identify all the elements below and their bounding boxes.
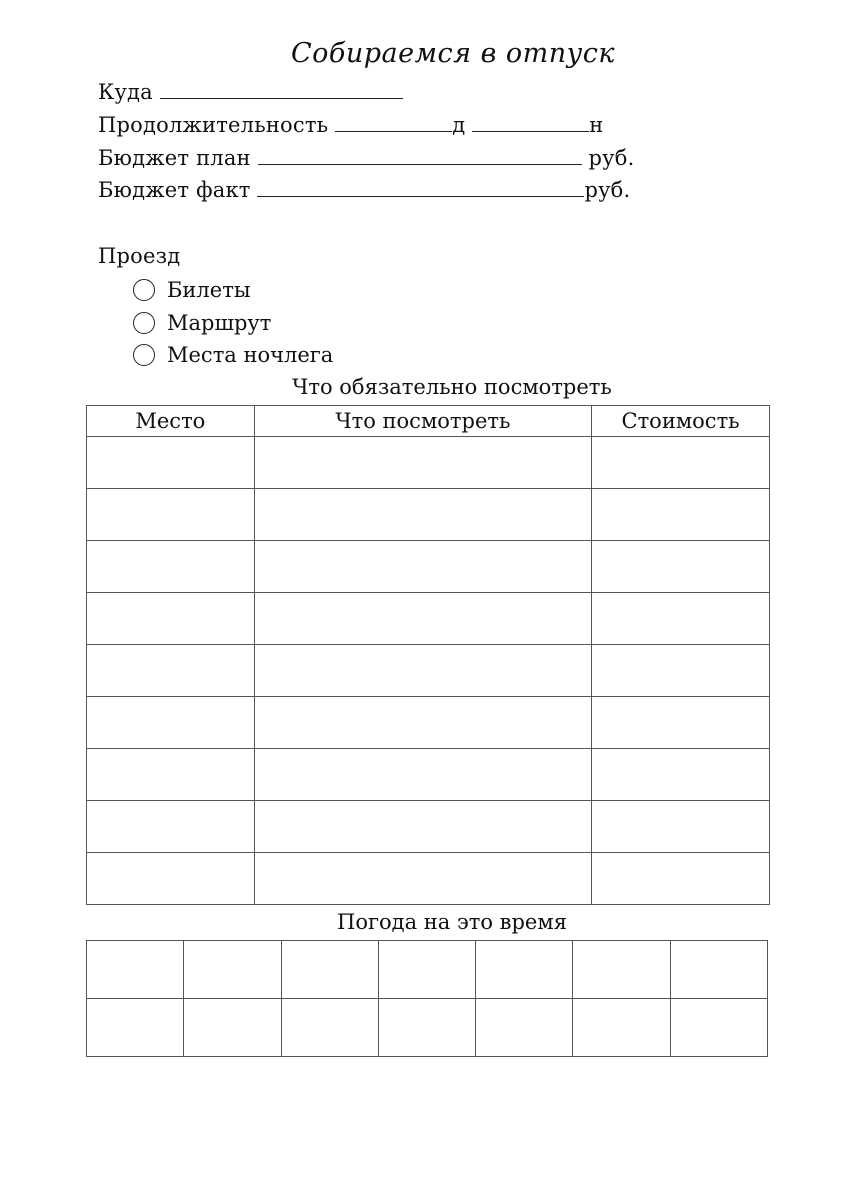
table-cell[interactable] [476,941,573,999]
sights-caption: Что обязательно посмотреть [292,375,612,399]
budget-plan-field[interactable] [258,146,582,165]
travel-option-lodging[interactable] [133,343,333,367]
table-cell[interactable] [592,489,770,541]
table-cell[interactable] [573,999,670,1057]
page-title: Собираемся в отпуск [290,38,616,69]
table-cell[interactable] [254,489,591,541]
table-cell[interactable] [87,697,255,749]
table-cell[interactable] [87,489,255,541]
table-cell[interactable] [87,645,255,697]
table-cell[interactable] [87,941,184,999]
table-cell[interactable] [87,437,255,489]
table-cell[interactable] [476,999,573,1057]
budget-plan-label: Бюджет план [98,146,251,170]
table-row [87,593,770,645]
budget-plan-suffix: руб. [588,146,635,170]
radio-circle-icon[interactable] [133,279,155,301]
radio-circle-icon[interactable] [133,344,155,366]
table-cell[interactable] [281,941,378,999]
table-row [87,853,770,905]
where-field[interactable] [160,80,403,99]
table-cell[interactable] [87,749,255,801]
table-cell[interactable] [254,645,591,697]
table-row [87,749,770,801]
option-label: Билеты [167,278,251,302]
table-row [87,801,770,853]
table-row [87,489,770,541]
table-cell[interactable] [592,645,770,697]
radio-circle-icon[interactable] [133,312,155,334]
duration-days-field[interactable] [335,113,452,132]
table-cell[interactable] [254,749,591,801]
table-cell[interactable] [592,749,770,801]
budget-plan-row [98,146,634,170]
weather-caption: Погода на это время [337,910,567,934]
table-cell[interactable] [592,437,770,489]
column-header-what: Что посмотреть [254,406,591,437]
table-cell[interactable] [378,999,475,1057]
table-cell[interactable] [254,437,591,489]
table-cell[interactable] [254,593,591,645]
table-cell[interactable] [254,697,591,749]
duration-label: Продолжительность [98,113,329,137]
table-cell[interactable] [87,801,255,853]
budget-fact-label: Бюджет факт [98,178,251,202]
table-cell[interactable] [254,801,591,853]
table-row [87,541,770,593]
table-cell[interactable] [254,541,591,593]
duration-nights-suffix: н [589,113,604,137]
table-cell[interactable] [87,999,184,1057]
table-row [87,941,768,999]
travel-option-tickets[interactable] [133,278,251,302]
duration-days-suffix: д [452,113,466,137]
option-label: Маршрут [167,311,272,335]
table-cell[interactable] [254,853,591,905]
table-cell[interactable] [281,999,378,1057]
table-cell[interactable] [670,941,767,999]
column-header-place: Место [87,406,255,437]
duration-nights-field[interactable] [472,113,589,132]
table-cell[interactable] [378,941,475,999]
travel-heading: Проезд [98,244,181,268]
duration-row [98,113,603,137]
budget-fact-suffix: руб. [584,178,631,202]
budget-fact-field[interactable] [257,178,584,197]
table-row [87,645,770,697]
travel-option-route[interactable] [133,311,271,335]
table-cell[interactable] [573,941,670,999]
option-label: Места ночлега [167,343,334,367]
table-cell[interactable] [184,941,281,999]
column-header-cost: Стоимость [592,406,770,437]
table-cell[interactable] [592,801,770,853]
table-cell[interactable] [87,853,255,905]
table-cell[interactable] [592,853,770,905]
table-row [87,999,768,1057]
table-cell[interactable] [87,541,255,593]
table-row [87,437,770,489]
where-label: Куда [98,80,153,104]
table-cell[interactable] [184,999,281,1057]
table-cell[interactable] [592,697,770,749]
weather-table [86,940,768,1057]
where-row [98,80,403,104]
sights-table [86,405,770,905]
budget-fact-row [98,178,630,202]
table-row [87,697,770,749]
table-cell[interactable] [592,541,770,593]
table-cell[interactable] [670,999,767,1057]
table-cell[interactable] [87,593,255,645]
table-header-row [87,406,770,437]
table-cell[interactable] [592,593,770,645]
